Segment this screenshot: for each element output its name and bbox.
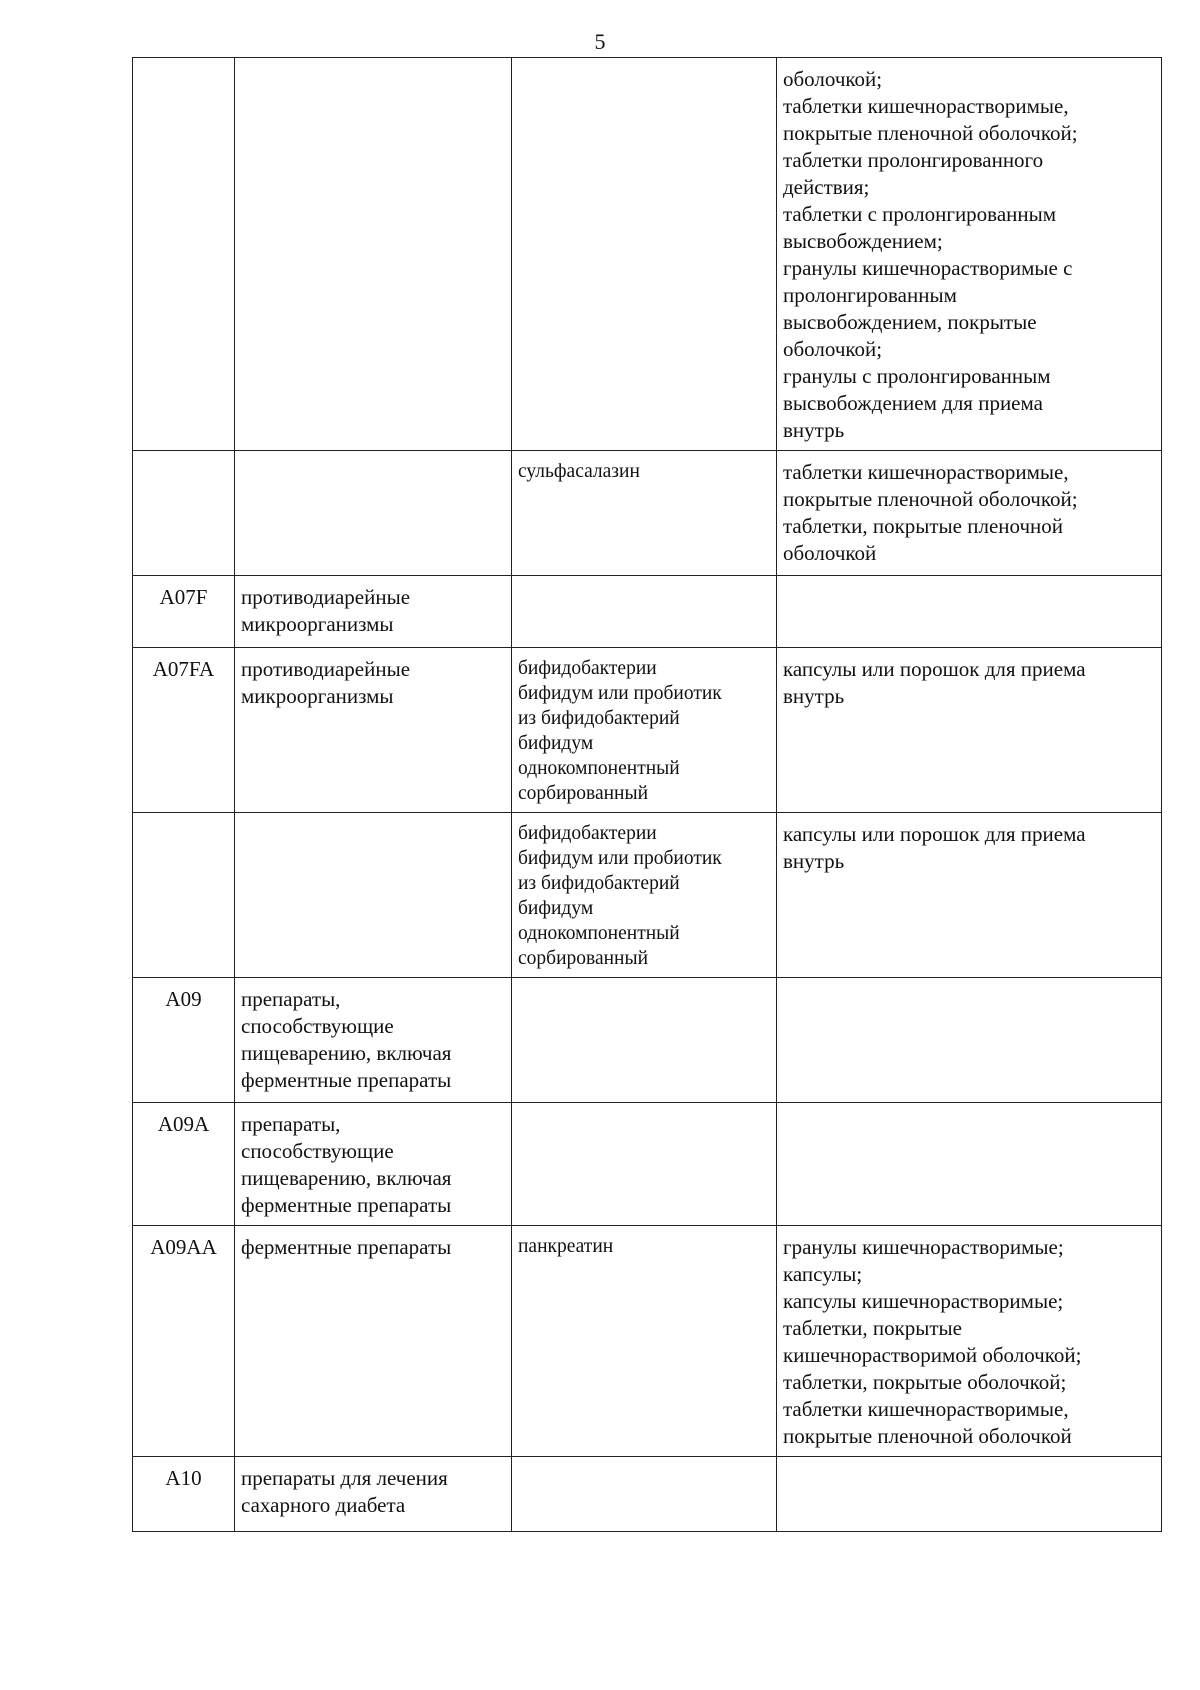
dosage-forms-line: оболочкой [783,541,877,565]
dosage-forms-line: внутрь [783,684,845,708]
dosage-forms-line: капсулы или порошок для приема [783,657,1086,681]
group-line: способствующие [241,1014,394,1038]
group-line: препараты для лечения [241,1466,448,1490]
group-cell [235,576,512,648]
atc-code-text: A09AA [150,1235,217,1259]
dosage-forms-line: покрытые пленочной оболочкой [783,1424,1072,1448]
dosage-forms-line: высвобождением для приема [783,391,1043,415]
dosage-forms-line: таблетки с пролонгированным [783,202,1057,226]
dosage-forms-line: гранулы кишечнорастворимые с [783,256,1073,280]
table-row [133,648,1162,813]
group-line: противодиарейные [241,585,411,609]
group-cell [235,648,512,813]
group-cell [235,1226,512,1457]
table-row [133,978,1162,1103]
atc-code-text: A09 [165,987,202,1011]
drug-name-cell [512,58,777,451]
drug-name-cell [512,1457,777,1532]
dosage-forms-cell [777,1457,1162,1532]
drug-name-cell [512,1226,777,1457]
group-line: пищеварению, включая [241,1041,452,1065]
group-line: препараты, [241,1112,341,1136]
dosage-forms-line: таблетки кишечнорастворимые, [783,94,1069,118]
atc-code-cell [133,1103,235,1226]
drug-name-line: бифидум или пробиотик [518,848,722,869]
atc-code-cell [133,58,235,451]
dosage-forms-line: гранулы кишечнорастворимые; [783,1235,1064,1259]
dosage-forms-cell [777,58,1162,451]
drug-name-line: бифидум [518,898,594,919]
atc-code-cell [133,648,235,813]
atc-code-text: A09A [157,1112,210,1136]
dosage-forms-line: высвобождением; [783,229,943,253]
dosage-forms-line: покрытые пленочной оболочкой; [783,487,1078,511]
dosage-forms-line: действия; [783,175,870,199]
group-line: противодиарейные [241,657,411,681]
dosage-forms-line: таблетки пролонгированного [783,148,1044,172]
drug-name-line: бифидобактерии [518,823,657,844]
group-cell [235,813,512,978]
dosage-forms-line: оболочкой; [783,337,883,361]
drug-name-line: из бифидобактерий [518,708,680,729]
atc-code-cell [133,1226,235,1457]
dosage-forms-line: внутрь [783,418,845,442]
atc-code-cell [133,1457,235,1532]
drug-name-line: сульфасалазин [518,461,640,482]
dosage-forms-line: покрытые пленочной оболочкой; [783,121,1078,145]
drug-name-cell [512,813,777,978]
drug-name-cell [512,978,777,1103]
dosage-forms-cell [777,1226,1162,1457]
group-line: препараты, [241,987,341,1011]
group-line: ферментные препараты [241,1193,452,1217]
group-line: способствующие [241,1139,394,1163]
drug-name-line: бифидум [518,733,594,754]
dosage-forms-line: высвобождением, покрытые [783,310,1037,334]
atc-code-text: A10 [165,1466,202,1490]
drug-name-cell [512,1103,777,1226]
group-line: пищеварению, включая [241,1166,452,1190]
dosage-forms-cell [777,978,1162,1103]
atc-code-cell [133,576,235,648]
dosage-forms-cell [777,813,1162,978]
atc-code-cell [133,451,235,576]
group-line: микроорганизмы [241,612,394,636]
drug-name-line: бифидобактерии [518,658,657,679]
atc-code-text: A07F [159,585,208,609]
drug-name-cell [512,648,777,813]
dosage-forms-line: пролонгированным [783,283,957,307]
page-number: 5 [594,29,606,54]
group-line: сахарного диабета [241,1493,406,1517]
dosage-forms-line: оболочкой; [783,67,883,91]
dosage-forms-line: капсулы; [783,1262,863,1286]
drug-name-line: сорбированный [518,948,649,969]
dosage-forms-line: таблетки, покрытые оболочкой; [783,1370,1067,1394]
group-cell [235,1457,512,1532]
group-line: микроорганизмы [241,684,394,708]
dosage-forms-line: капсулы кишечнорастворимые; [783,1289,1064,1313]
atc-code-cell [133,978,235,1103]
dosage-forms-cell [777,576,1162,648]
group-line: ферментные препараты [241,1068,452,1092]
drug-name-cell [512,576,777,648]
group-cell [235,978,512,1103]
table-row [133,451,1162,576]
group-line: ферментные препараты [241,1235,452,1259]
table-row [133,813,1162,978]
table-row [133,1457,1162,1532]
medication-table [132,57,1162,1532]
atc-code-cell [133,813,235,978]
table-row [133,1103,1162,1226]
drug-name-cell [512,451,777,576]
dosage-forms-line: таблетки, покрытые пленочной [783,514,1064,538]
dosage-forms-line: таблетки кишечнорастворимые, [783,1397,1069,1421]
dosage-forms-line: капсулы или порошок для приема [783,822,1086,846]
drug-name-line: из бифидобактерий [518,873,680,894]
dosage-forms-line: кишечнорастворимой оболочкой; [783,1343,1082,1367]
table-row [133,576,1162,648]
dosage-forms-line: внутрь [783,849,845,873]
drug-name-line: панкреатин [518,1236,614,1257]
table-row [133,58,1162,451]
group-cell [235,58,512,451]
drug-name-line: однокомпонентный [518,923,680,944]
atc-code-text: A07FA [152,657,215,681]
drug-name-line: бифидум или пробиотик [518,683,722,704]
dosage-forms-cell [777,1103,1162,1226]
dosage-forms-line: таблетки кишечнорастворимые, [783,460,1069,484]
dosage-forms-line: таблетки, покрытые [783,1316,962,1340]
dosage-forms-cell [777,451,1162,576]
dosage-forms-line: гранулы с пролонгированным [783,364,1051,388]
table-row [133,1226,1162,1457]
drug-name-line: сорбированный [518,783,649,804]
dosage-forms-cell [777,648,1162,813]
drug-name-line: однокомпонентный [518,758,680,779]
group-cell [235,451,512,576]
group-cell [235,1103,512,1226]
table-body [133,58,1162,1532]
